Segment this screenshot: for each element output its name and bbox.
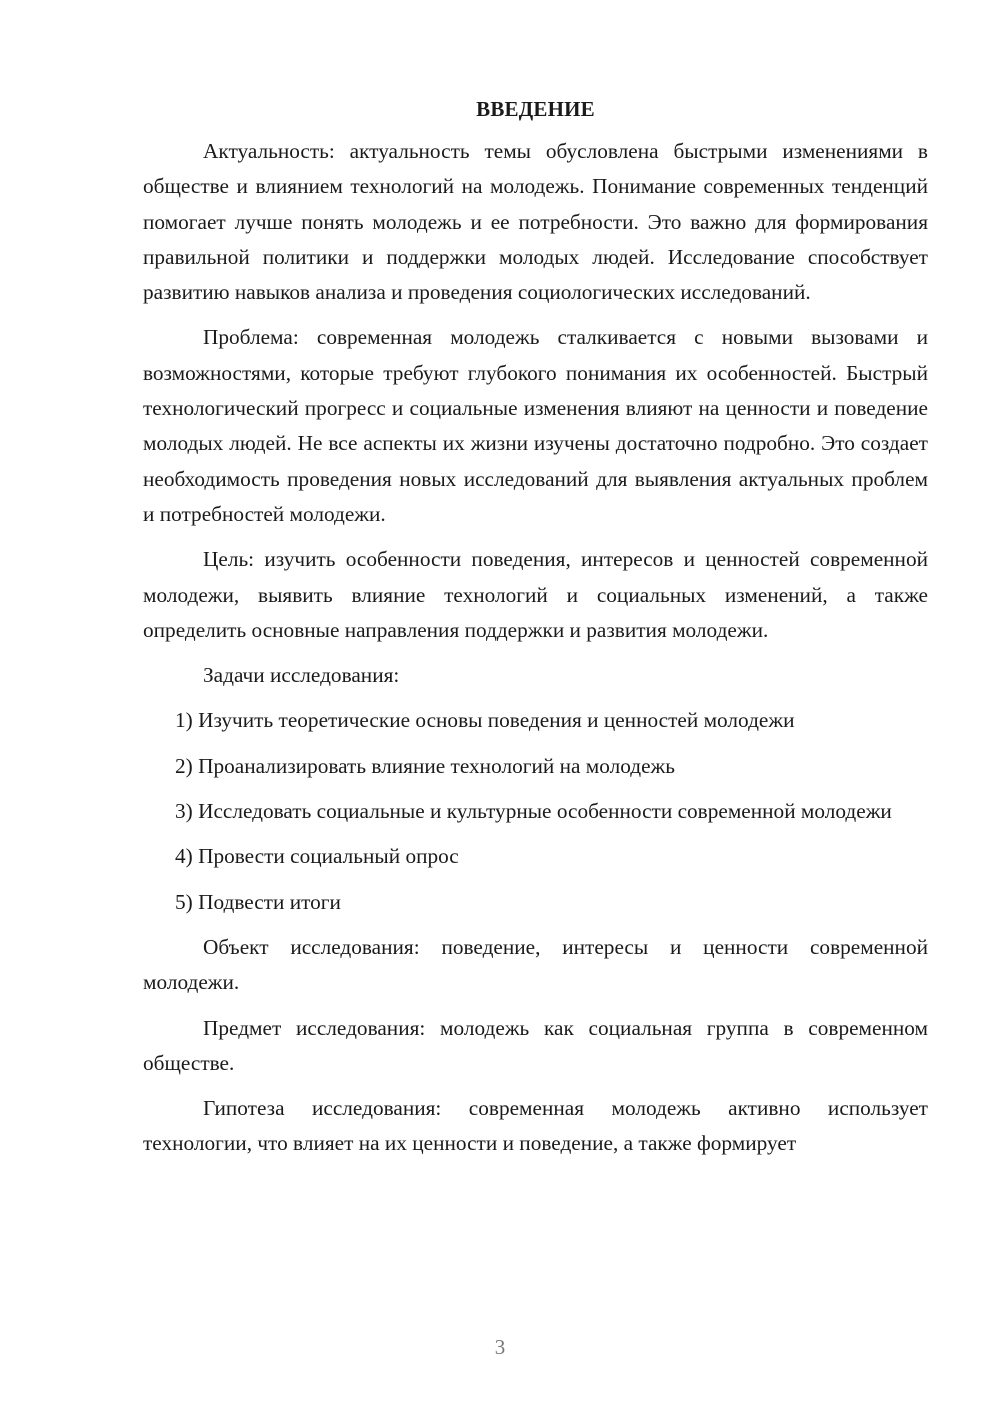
- paragraph-goal: Цель: изучить особенности поведения, интересов и ценностей современной молодежи, выявить влияние технологий и социальных изменений, а также определить основные направления поддержки и развития молодежи.: [143, 547, 928, 642]
- list-item: 4) Провести социальный опрос: [175, 844, 459, 869]
- tasks-heading: Задачи исследования:: [203, 663, 400, 688]
- page-number: 3: [494, 1335, 506, 1359]
- paragraph-relevance: Актуальность: актуальность темы обусловлена быстрыми изменениями в обществе и влиянием технологий на молодежь. Понимание современных тенденций помогает лучше понять молодежь и ее потребности. Это важно для формирования правильной политики и поддержки молодых людей. Исследование способствует развитию навыков анализа и проведения социологических исследований.: [143, 139, 928, 305]
- paragraph-problem: Проблема: современная молодежь сталкивается с новыми вызовами и возможностями, которые требуют глубокого понимания их особенностей. Быстрый технологический прогресс и социальные изменения влияют на ценности и поведение молодых людей. Не все аспекты их жизни изучены достаточно подробно. Это создает необходимость проведения новых исследований для выявления актуальных проблем и потребностей молодежи.: [143, 325, 928, 526]
- list-item: 1) Изучить теоретические основы поведения и ценностей молодежи: [175, 708, 795, 733]
- paragraph-hypothesis: Гипотеза исследования: современная молодежь активно использует технологии, что влияет на их ценности и поведение, а также формирует: [143, 1096, 928, 1156]
- section-title: ВВЕДЕНИЕ: [476, 97, 595, 121]
- list-item: 3) Исследовать социальные и культурные особенности современной молодежи: [175, 799, 892, 824]
- document-page: [143, 92, 928, 1322]
- tasks-list: [143, 703, 928, 919]
- list-item: 5) Подвести итоги: [175, 889, 341, 914]
- paragraph-object: Объект исследования: поведение, интересы и ценности современной молодежи.: [143, 934, 928, 995]
- paragraph-subject: Предмет исследования: молодежь как социальная группа в современном обществе.: [143, 1015, 928, 1075]
- list-item: 2) Проанализировать влияние технологий на молодежь: [175, 753, 675, 778]
